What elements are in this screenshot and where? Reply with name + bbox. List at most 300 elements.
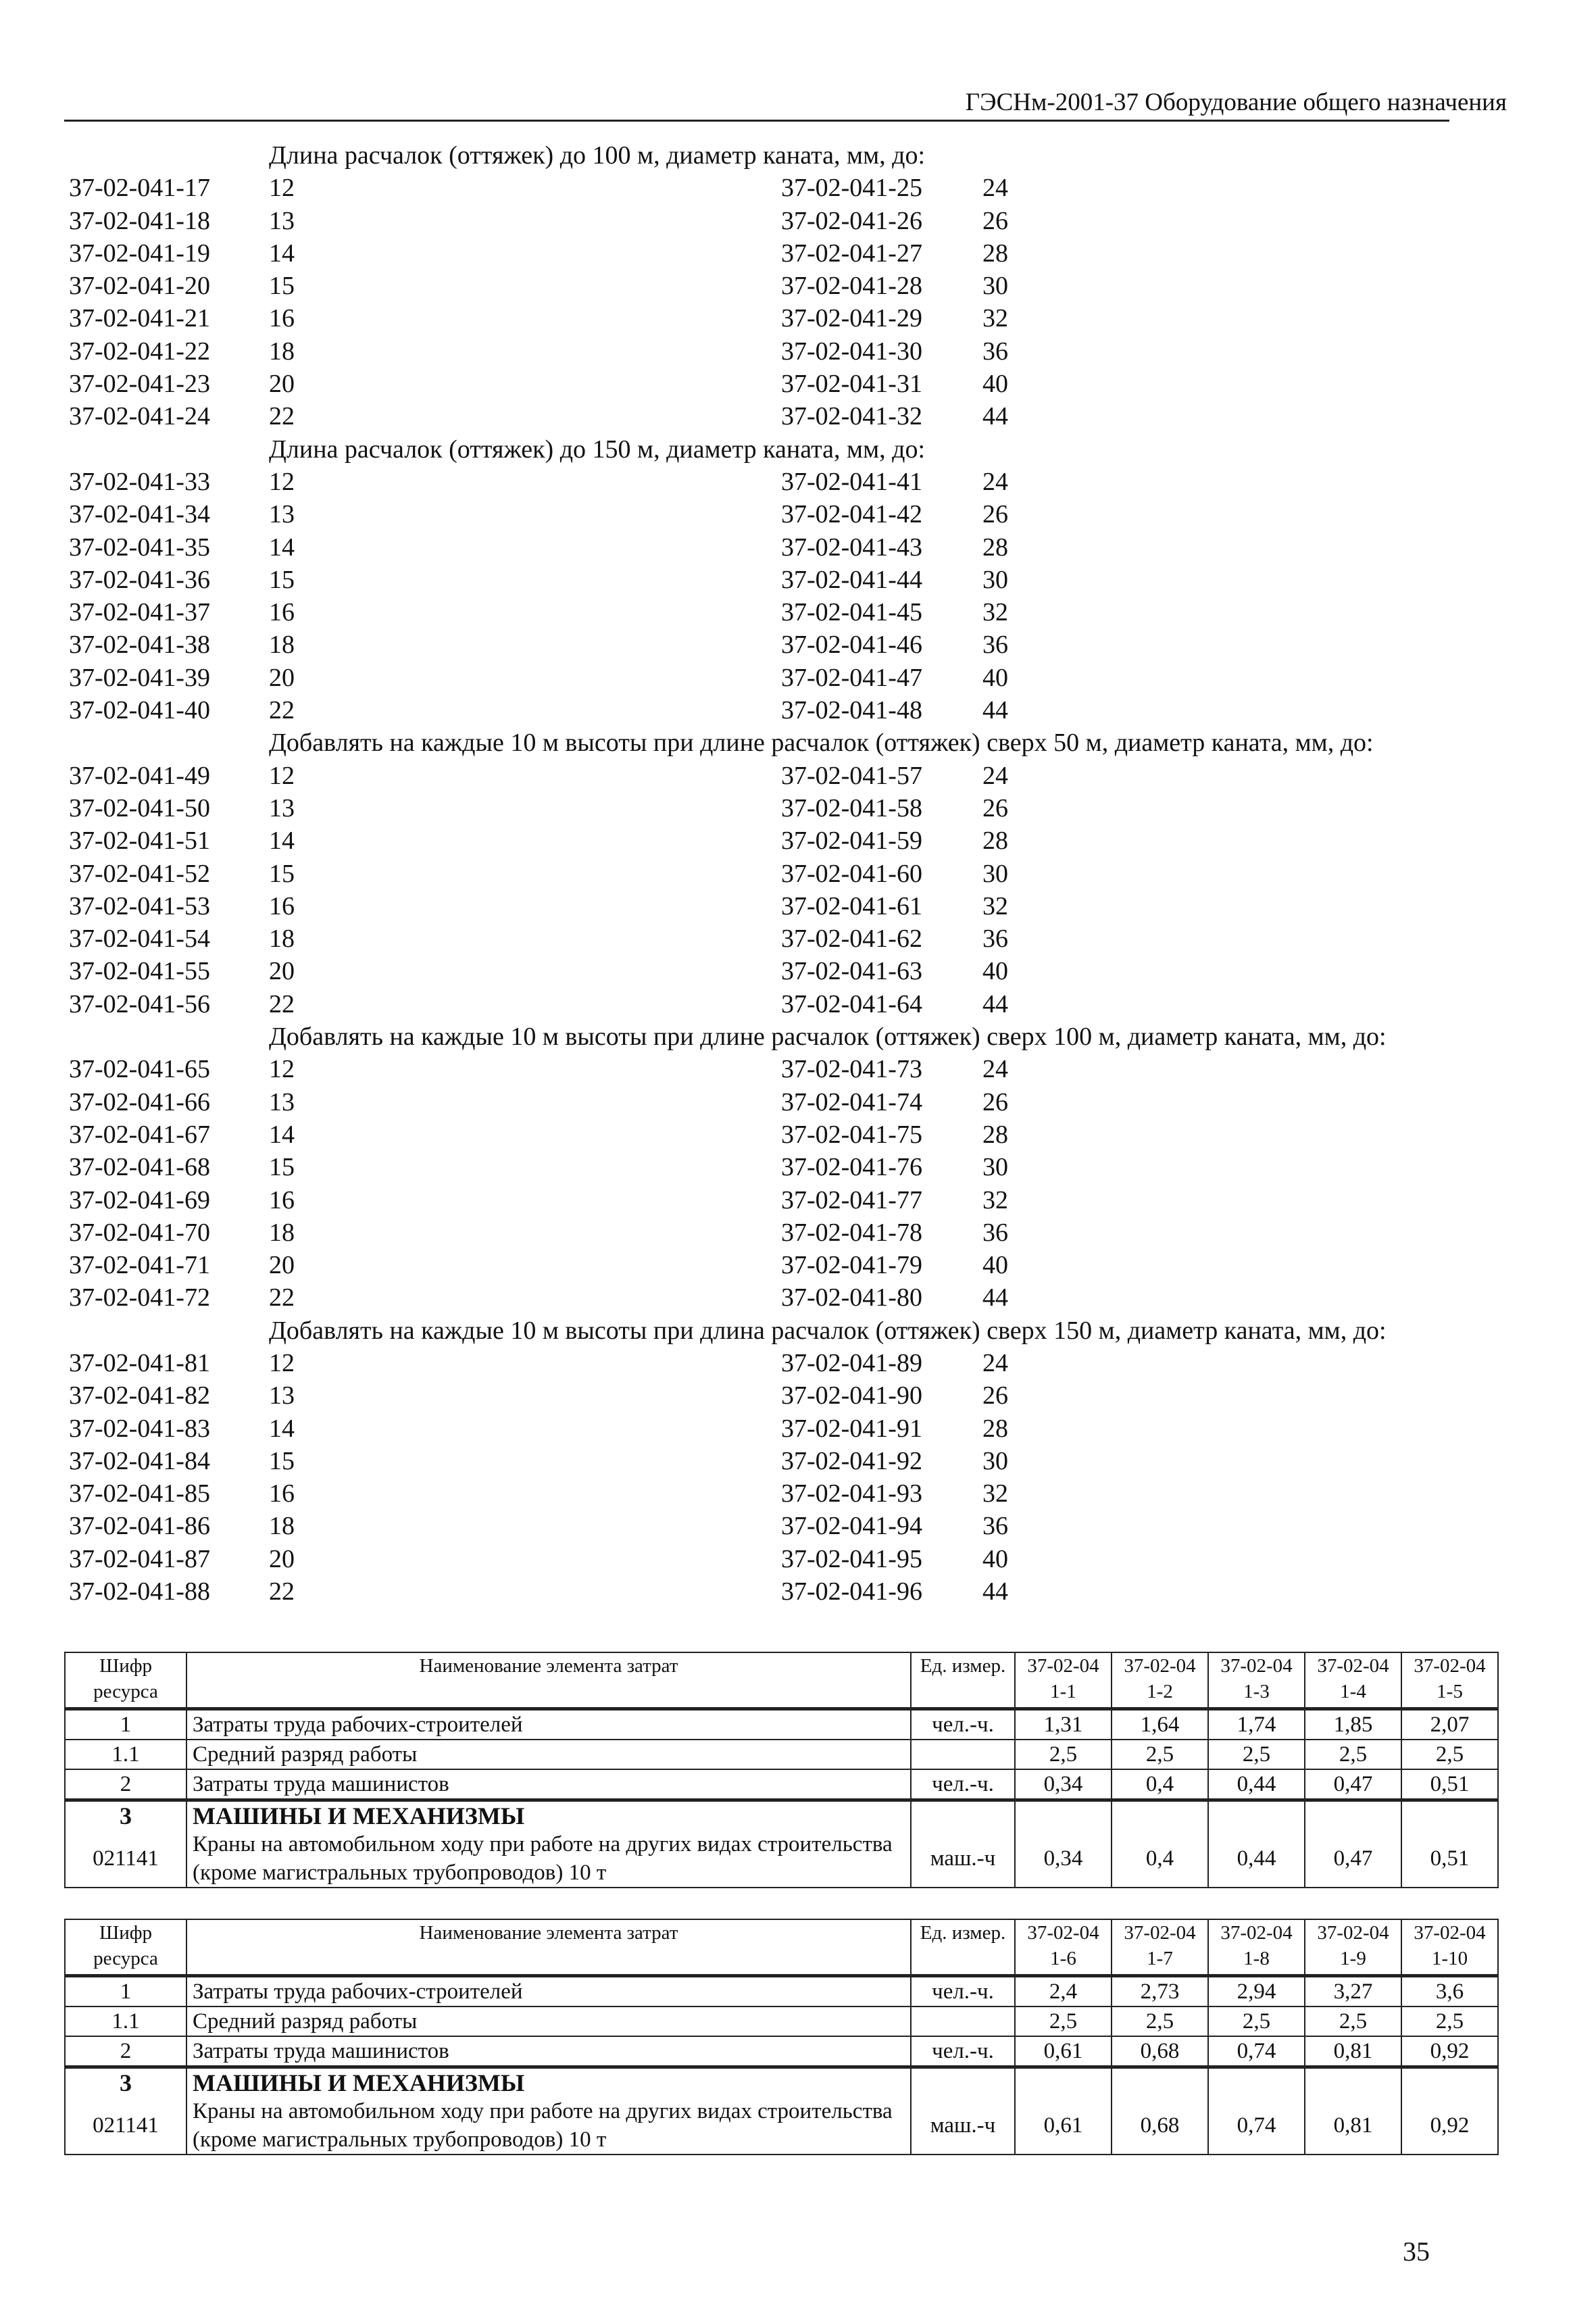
- rate-code: 37-02-041-57: [781, 761, 922, 790]
- listing-row: [0, 824, 1596, 857]
- row-value: 2,5: [1208, 1740, 1305, 1769]
- rope-diameter: 12: [269, 1055, 295, 1084]
- row-unit: [911, 2007, 1015, 2036]
- rope-diameter: 26: [982, 206, 1008, 235]
- row-name: Затраты труда машинистов: [186, 2036, 911, 2067]
- group-row: [65, 2067, 1498, 2098]
- machine-value: 0,68: [1112, 2097, 1208, 2155]
- rope-diameter: 40: [982, 957, 1008, 986]
- rate-code: 37-02-041-41: [781, 467, 922, 496]
- row-name: Затраты труда рабочих-строителей: [186, 1709, 911, 1740]
- header-rate-code: 37-02-041-10: [1401, 1919, 1498, 1976]
- machine-value: 0,92: [1401, 2097, 1498, 2155]
- rate-code: 37-02-041-62: [781, 925, 922, 954]
- rate-code: 37-02-041-88: [69, 1577, 210, 1606]
- rope-diameter: 36: [982, 1512, 1008, 1541]
- group-name: МАШИНЫ И МЕХАНИЗМЫ: [186, 2067, 911, 2098]
- row-code: 1: [65, 1976, 186, 2007]
- group-row: [65, 1800, 1498, 1831]
- group-empty: [1401, 1800, 1498, 1831]
- page-number: 35: [1403, 2236, 1430, 2267]
- listing-row: [0, 1118, 1596, 1151]
- rate-code: 37-02-041-73: [781, 1055, 922, 1084]
- rate-code: 37-02-041-68: [69, 1153, 210, 1182]
- row-value: 1,74: [1208, 1709, 1305, 1740]
- rope-diameter: 18: [269, 1512, 295, 1541]
- rate-code: 37-02-041-47: [781, 663, 922, 692]
- rate-code: 37-02-041-95: [781, 1544, 922, 1573]
- row-unit: чел.-ч.: [911, 1976, 1015, 2007]
- row-unit: чел.-ч.: [911, 1709, 1015, 1740]
- group-empty: [1208, 1800, 1305, 1831]
- rate-code: 37-02-041-19: [69, 239, 210, 268]
- rate-code: 37-02-041-56: [69, 989, 210, 1018]
- rope-diameter: 13: [269, 793, 295, 822]
- rate-code: 37-02-041-23: [69, 370, 210, 399]
- row-value: 0,68: [1112, 2036, 1208, 2067]
- rate-code: 37-02-041-49: [69, 761, 210, 790]
- rate-code: 37-02-041-87: [69, 1544, 210, 1573]
- rope-diameter: 30: [982, 859, 1008, 888]
- listing-row: [0, 988, 1596, 1020]
- row-value: 1,85: [1305, 1709, 1401, 1740]
- row-code: 1: [65, 1709, 186, 1740]
- rope-diameter: 16: [269, 891, 295, 920]
- row-name: Средний разряд работы: [186, 1740, 911, 1769]
- header-code: Шифр ресурса: [65, 1919, 186, 1976]
- rope-diameter: 32: [982, 304, 1008, 333]
- rate-code: 37-02-041-50: [69, 793, 210, 822]
- listing-row: [0, 1477, 1596, 1510]
- table-row: [65, 1709, 1498, 1740]
- table-row: [65, 1769, 1498, 1800]
- group-name: МАШИНЫ И МЕХАНИЗМЫ: [186, 1800, 911, 1831]
- listing-row: [0, 172, 1596, 204]
- row-value: 0,81: [1305, 2036, 1401, 2067]
- rate-code: 37-02-041-60: [781, 859, 922, 888]
- rope-diameter: 36: [982, 1218, 1008, 1247]
- rate-code: 37-02-041-58: [781, 793, 922, 822]
- listing-row: [0, 792, 1596, 824]
- row-name: Затраты труда машинистов: [186, 1769, 911, 1800]
- group-empty: [1112, 1800, 1208, 1831]
- header-rate-code: 37-02-041-8: [1208, 1919, 1305, 1976]
- row-code: 1.1: [65, 1740, 186, 1769]
- row-code: 2: [65, 2036, 186, 2067]
- row-code: 1.1: [65, 2007, 186, 2036]
- row-value: 2,5: [1305, 1740, 1401, 1769]
- rate-code: 37-02-041-26: [781, 206, 922, 235]
- rope-diameter: 40: [982, 1544, 1008, 1573]
- rate-code: 37-02-041-44: [781, 565, 922, 594]
- rate-code: 37-02-041-80: [781, 1283, 922, 1312]
- listing-row: [0, 1379, 1596, 1412]
- rate-code: 37-02-041-37: [69, 598, 210, 627]
- rope-diameter: 24: [982, 467, 1008, 496]
- row-unit: чел.-ч.: [911, 2036, 1015, 2067]
- rate-code: 37-02-041-81: [69, 1348, 210, 1377]
- row-value: 2,5: [1112, 1740, 1208, 1769]
- listing-row: [0, 237, 1596, 270]
- rate-code: 37-02-041-35: [69, 533, 210, 562]
- listing-row: [0, 1053, 1596, 1085]
- machine-value: 0,44: [1208, 1830, 1305, 1888]
- rope-diameter: 30: [982, 1446, 1008, 1475]
- rope-diameter: 44: [982, 989, 1008, 1018]
- listing-row: [0, 1281, 1596, 1314]
- machine-value: 0,61: [1015, 2097, 1112, 2155]
- listing-row: [0, 564, 1596, 596]
- machine-value: 0,74: [1208, 2097, 1305, 2155]
- header-rate-code: 37-02-041-3: [1208, 1652, 1305, 1709]
- row-value: 3,27: [1305, 1976, 1401, 2007]
- rate-code: 37-02-041-76: [781, 1153, 922, 1182]
- machine-value: 0,4: [1112, 1830, 1208, 1888]
- listing-row: [0, 1510, 1596, 1542]
- table-row: [65, 2007, 1498, 2036]
- rope-diameter: 16: [269, 1479, 295, 1508]
- rate-code: 37-02-041-89: [781, 1348, 922, 1377]
- rope-diameter: 22: [269, 402, 295, 431]
- listing-row: [0, 694, 1596, 727]
- rope-diameter: 16: [269, 304, 295, 333]
- rope-diameter: 15: [269, 1153, 295, 1182]
- table-row: [65, 2036, 1498, 2067]
- rate-code: 37-02-041-42: [781, 500, 922, 529]
- listing-row: [0, 368, 1596, 400]
- rope-diameter: 22: [269, 989, 295, 1018]
- rate-code: 37-02-041-96: [781, 1577, 922, 1606]
- row-value: 2,4: [1015, 1976, 1112, 2007]
- row-value: 2,5: [1401, 1740, 1498, 1769]
- header-unit: Ед. измер.: [911, 1919, 1015, 1976]
- row-value: 2,07: [1401, 1709, 1498, 1740]
- row-value: 1,31: [1015, 1709, 1112, 1740]
- row-value: 0,74: [1208, 2036, 1305, 2067]
- row-value: 0,47: [1305, 1769, 1401, 1800]
- group-empty: [1401, 2067, 1498, 2098]
- rope-diameter: 13: [269, 206, 295, 235]
- listing-row: [0, 270, 1596, 302]
- rate-code: 37-02-041-48: [781, 696, 922, 725]
- rate-code: 37-02-041-84: [69, 1446, 210, 1475]
- row-value: 0,61: [1015, 2036, 1112, 2067]
- row-value: 2,5: [1015, 2007, 1112, 2036]
- machine-name: Краны на автомобильном ходу при работе на других видах строительства (кроме магистральных трубопроводов) 10 т: [186, 2097, 911, 2155]
- rope-diameter: 18: [269, 337, 295, 366]
- rate-code: 37-02-041-21: [69, 304, 210, 333]
- rope-diameter: 24: [982, 761, 1008, 790]
- rope-diameter: 30: [982, 1153, 1008, 1182]
- listing-row: [0, 1412, 1596, 1445]
- rope-diameter: 20: [269, 1544, 295, 1573]
- rate-code: 37-02-041-24: [69, 402, 210, 431]
- rate-code: 37-02-041-65: [69, 1055, 210, 1084]
- rope-diameter: 40: [982, 663, 1008, 692]
- rope-diameter: 20: [269, 663, 295, 692]
- rope-diameter: 40: [982, 1251, 1008, 1280]
- row-value: 0,4: [1112, 1769, 1208, 1800]
- machine-unit: маш.-ч: [911, 2097, 1015, 2155]
- listing-row: [0, 629, 1596, 661]
- section-heading: Длина расчалок (оттяжек) до 100 м, диаметр каната, мм, до:: [269, 141, 926, 170]
- rate-code: 37-02-041-79: [781, 1251, 922, 1280]
- rate-code: 37-02-041-30: [781, 337, 922, 366]
- rope-diameter: 36: [982, 925, 1008, 954]
- rate-code: 37-02-041-53: [69, 891, 210, 920]
- rope-diameter: 20: [269, 1251, 295, 1280]
- section-heading: Длина расчалок (оттяжек) до 150 м, диаметр каната, мм, до:: [269, 435, 926, 464]
- machine-value: 0,34: [1015, 1830, 1112, 1888]
- rope-diameter: 44: [982, 402, 1008, 431]
- group-unit: [911, 1800, 1015, 1831]
- rate-code: 37-02-041-36: [69, 565, 210, 594]
- listing-row: [0, 1184, 1596, 1216]
- rope-diameter: 12: [269, 761, 295, 790]
- rate-code: 37-02-041-18: [69, 206, 210, 235]
- machine-code: 021141: [65, 1830, 186, 1888]
- rate-code: 37-02-041-91: [781, 1414, 922, 1443]
- rope-diameter: 26: [982, 1087, 1008, 1116]
- rate-code: 37-02-041-38: [69, 631, 210, 660]
- rate-code: 37-02-041-74: [781, 1087, 922, 1116]
- listing-row: [0, 760, 1596, 792]
- resource-table: [64, 1919, 1499, 2155]
- header-rate-code: 37-02-041-5: [1401, 1652, 1498, 1709]
- rope-diameter: 44: [982, 1577, 1008, 1606]
- header-title: ГЭСНм-2001-37 Оборудование общего назначения: [965, 89, 1507, 116]
- row-value: 2,94: [1208, 1976, 1305, 2007]
- header-code: Шифр ресурса: [65, 1652, 186, 1709]
- header-rate-code: 37-02-041-4: [1305, 1652, 1401, 1709]
- group-empty: [1112, 2067, 1208, 2098]
- rate-code: 37-02-041-69: [69, 1185, 210, 1214]
- row-value: 2,5: [1112, 2007, 1208, 2036]
- rope-diameter: 16: [269, 1185, 295, 1214]
- row-value: 2,5: [1401, 2007, 1498, 2036]
- rope-diameter: 24: [982, 1055, 1008, 1084]
- rate-code: 37-02-041-63: [781, 957, 922, 986]
- rope-diameter: 18: [269, 925, 295, 954]
- rope-diameter: 22: [269, 696, 295, 725]
- rope-diameter: 30: [982, 272, 1008, 301]
- rope-diameter: 40: [982, 370, 1008, 399]
- group-empty: [1015, 1800, 1112, 1831]
- listing-row: [0, 498, 1596, 531]
- header-rule: [64, 120, 1449, 122]
- listing-row: [0, 858, 1596, 890]
- group-code: 3: [65, 2067, 186, 2098]
- rate-code: 37-02-041-31: [781, 370, 922, 399]
- listing-row: [0, 205, 1596, 237]
- machine-value: 0,81: [1305, 2097, 1401, 2155]
- rate-code: 37-02-041-71: [69, 1251, 210, 1280]
- table-row: [65, 1740, 1498, 1769]
- rope-diameter: 15: [269, 859, 295, 888]
- row-name: Затраты труда рабочих-строителей: [186, 1976, 911, 2007]
- group-code: 3: [65, 1800, 186, 1831]
- rate-code: 37-02-041-28: [781, 272, 922, 301]
- rope-diameter: 15: [269, 272, 295, 301]
- rope-diameter: 14: [269, 827, 295, 856]
- listing-row: [0, 1445, 1596, 1477]
- resource-table: [64, 1652, 1499, 1888]
- rope-diameter: 14: [269, 239, 295, 268]
- rope-diameter: 22: [269, 1283, 295, 1312]
- code-listing: [0, 139, 1596, 1608]
- section-heading: Добавлять на каждые 10 м высоты при длина расчалок (оттяжек) сверх 150 м, диаметр каната, мм, до:: [269, 1316, 1387, 1345]
- listing-row: [0, 1575, 1596, 1608]
- rate-code: 37-02-041-85: [69, 1479, 210, 1508]
- machine-value: 0,47: [1305, 1830, 1401, 1888]
- rate-code: 37-02-041-55: [69, 957, 210, 986]
- group-empty: [1305, 2067, 1401, 2098]
- row-value: 0,51: [1401, 1769, 1498, 1800]
- rate-code: 37-02-041-75: [781, 1120, 922, 1149]
- listing-row: [0, 955, 1596, 987]
- rope-diameter: 18: [269, 1218, 295, 1247]
- machine-name: Краны на автомобильном ходу при работе на других видах строительства (кроме магистральных трубопроводов) 10 т: [186, 1830, 911, 1888]
- row-value: 2,5: [1208, 2007, 1305, 2036]
- rate-code: 37-02-041-27: [781, 239, 922, 268]
- rope-diameter: 13: [269, 500, 295, 529]
- row-unit: [911, 1740, 1015, 1769]
- rate-code: 37-02-041-51: [69, 827, 210, 856]
- header-rate-code: 37-02-041-7: [1112, 1919, 1208, 1976]
- row-name: Средний разряд работы: [186, 2007, 911, 2036]
- header-name: Наименование элемента затрат: [186, 1919, 911, 1976]
- rate-code: 37-02-041-43: [781, 533, 922, 562]
- rate-code: 37-02-041-46: [781, 631, 922, 660]
- rope-diameter: 44: [982, 1283, 1008, 1312]
- rate-code: 37-02-041-45: [781, 598, 922, 627]
- listing-row: [0, 302, 1596, 335]
- rate-code: 37-02-041-20: [69, 272, 210, 301]
- rate-code: 37-02-041-29: [781, 304, 922, 333]
- rate-code: 37-02-041-93: [781, 1479, 922, 1508]
- rope-diameter: 13: [269, 1381, 295, 1410]
- group-empty: [1015, 2067, 1112, 2098]
- rope-diameter: 13: [269, 1087, 295, 1116]
- header-rate-code: 37-02-041-2: [1112, 1652, 1208, 1709]
- rope-diameter: 32: [982, 1185, 1008, 1214]
- listing-row: [0, 662, 1596, 694]
- rate-code: 37-02-041-22: [69, 337, 210, 366]
- listing-row: [0, 1151, 1596, 1183]
- rate-code: 37-02-041-70: [69, 1218, 210, 1247]
- rope-diameter: 28: [982, 1120, 1008, 1149]
- rope-diameter: 14: [269, 1120, 295, 1149]
- listing-row: [0, 1086, 1596, 1118]
- rope-diameter: 28: [982, 827, 1008, 856]
- rate-code: 37-02-041-64: [781, 989, 922, 1018]
- rope-diameter: 30: [982, 565, 1008, 594]
- rate-code: 37-02-041-32: [781, 402, 922, 431]
- rope-diameter: 12: [269, 1348, 295, 1377]
- rope-diameter: 26: [982, 1381, 1008, 1410]
- rope-diameter: 14: [269, 1414, 295, 1443]
- row-value: 1,64: [1112, 1709, 1208, 1740]
- listing-row: [0, 335, 1596, 368]
- rate-code: 37-02-041-34: [69, 500, 210, 529]
- rope-diameter: 12: [269, 174, 295, 203]
- machine-unit: маш.-ч: [911, 1830, 1015, 1888]
- rate-code: 37-02-041-66: [69, 1087, 210, 1116]
- listing-row: [0, 1249, 1596, 1281]
- rope-diameter: 15: [269, 565, 295, 594]
- rope-diameter: 28: [982, 533, 1008, 562]
- rope-diameter: 32: [982, 891, 1008, 920]
- section-heading: Добавлять на каждые 10 м высоты при длине расчалок (оттяжек) сверх 50 м, диаметр каната, мм, до:: [269, 729, 1374, 758]
- header-rate-code: 37-02-041-6: [1015, 1919, 1112, 1976]
- group-unit: [911, 2067, 1015, 2098]
- row-unit: чел.-ч.: [911, 1769, 1015, 1800]
- rope-diameter: 28: [982, 239, 1008, 268]
- row-value: 0,92: [1401, 2036, 1498, 2067]
- table-row: [65, 1976, 1498, 2007]
- rope-diameter: 26: [982, 500, 1008, 529]
- rate-code: 37-02-041-83: [69, 1414, 210, 1443]
- listing-row: [0, 1216, 1596, 1249]
- listing-row: [0, 596, 1596, 629]
- header-unit: Ед. измер.: [911, 1652, 1015, 1709]
- row-value: 0,34: [1015, 1769, 1112, 1800]
- machine-code: 021141: [65, 2097, 186, 2155]
- rate-code: 37-02-041-40: [69, 696, 210, 725]
- group-empty: [1208, 2067, 1305, 2098]
- listing-row: [0, 890, 1596, 922]
- rope-diameter: 18: [269, 631, 295, 660]
- row-value: 0,44: [1208, 1769, 1305, 1800]
- rope-diameter: 28: [982, 1414, 1008, 1443]
- rope-diameter: 24: [982, 1348, 1008, 1377]
- rate-code: 37-02-041-90: [781, 1381, 922, 1410]
- rope-diameter: 32: [982, 598, 1008, 627]
- rope-diameter: 15: [269, 1446, 295, 1475]
- section-heading: Добавлять на каждые 10 м высоты при длине расчалок (оттяжек) сверх 100 м, диаметр каната, мм, до:: [269, 1023, 1387, 1052]
- machine-row: [65, 1830, 1498, 1888]
- rate-code: 37-02-041-82: [69, 1381, 210, 1410]
- rope-diameter: 26: [982, 793, 1008, 822]
- listing-row: [0, 1347, 1596, 1379]
- header-rate-code: 37-02-041-1: [1015, 1652, 1112, 1709]
- rope-diameter: 16: [269, 598, 295, 627]
- rope-diameter: 36: [982, 337, 1008, 366]
- rate-code: 37-02-041-39: [69, 663, 210, 692]
- rate-code: 37-02-041-77: [781, 1185, 922, 1214]
- row-code: 2: [65, 1769, 186, 1800]
- rate-code: 37-02-041-25: [781, 174, 922, 203]
- rate-code: 37-02-041-52: [69, 859, 210, 888]
- rate-code: 37-02-041-61: [781, 891, 922, 920]
- rope-diameter: 36: [982, 631, 1008, 660]
- header-name: Наименование элемента затрат: [186, 1652, 911, 1709]
- row-value: 2,5: [1305, 2007, 1401, 2036]
- machine-row: [65, 2097, 1498, 2155]
- rope-diameter: 44: [982, 696, 1008, 725]
- rope-diameter: 22: [269, 1577, 295, 1606]
- rope-diameter: 24: [982, 174, 1008, 203]
- listing-row: [0, 922, 1596, 955]
- row-value: 3,6: [1401, 1976, 1498, 2007]
- rate-code: 37-02-041-59: [781, 827, 922, 856]
- listing-row: [0, 1543, 1596, 1575]
- rate-code: 37-02-041-94: [781, 1512, 922, 1541]
- listing-row: [0, 400, 1596, 433]
- rate-code: 37-02-041-17: [69, 174, 210, 203]
- rate-code: 37-02-041-72: [69, 1283, 210, 1312]
- rate-code: 37-02-041-54: [69, 925, 210, 954]
